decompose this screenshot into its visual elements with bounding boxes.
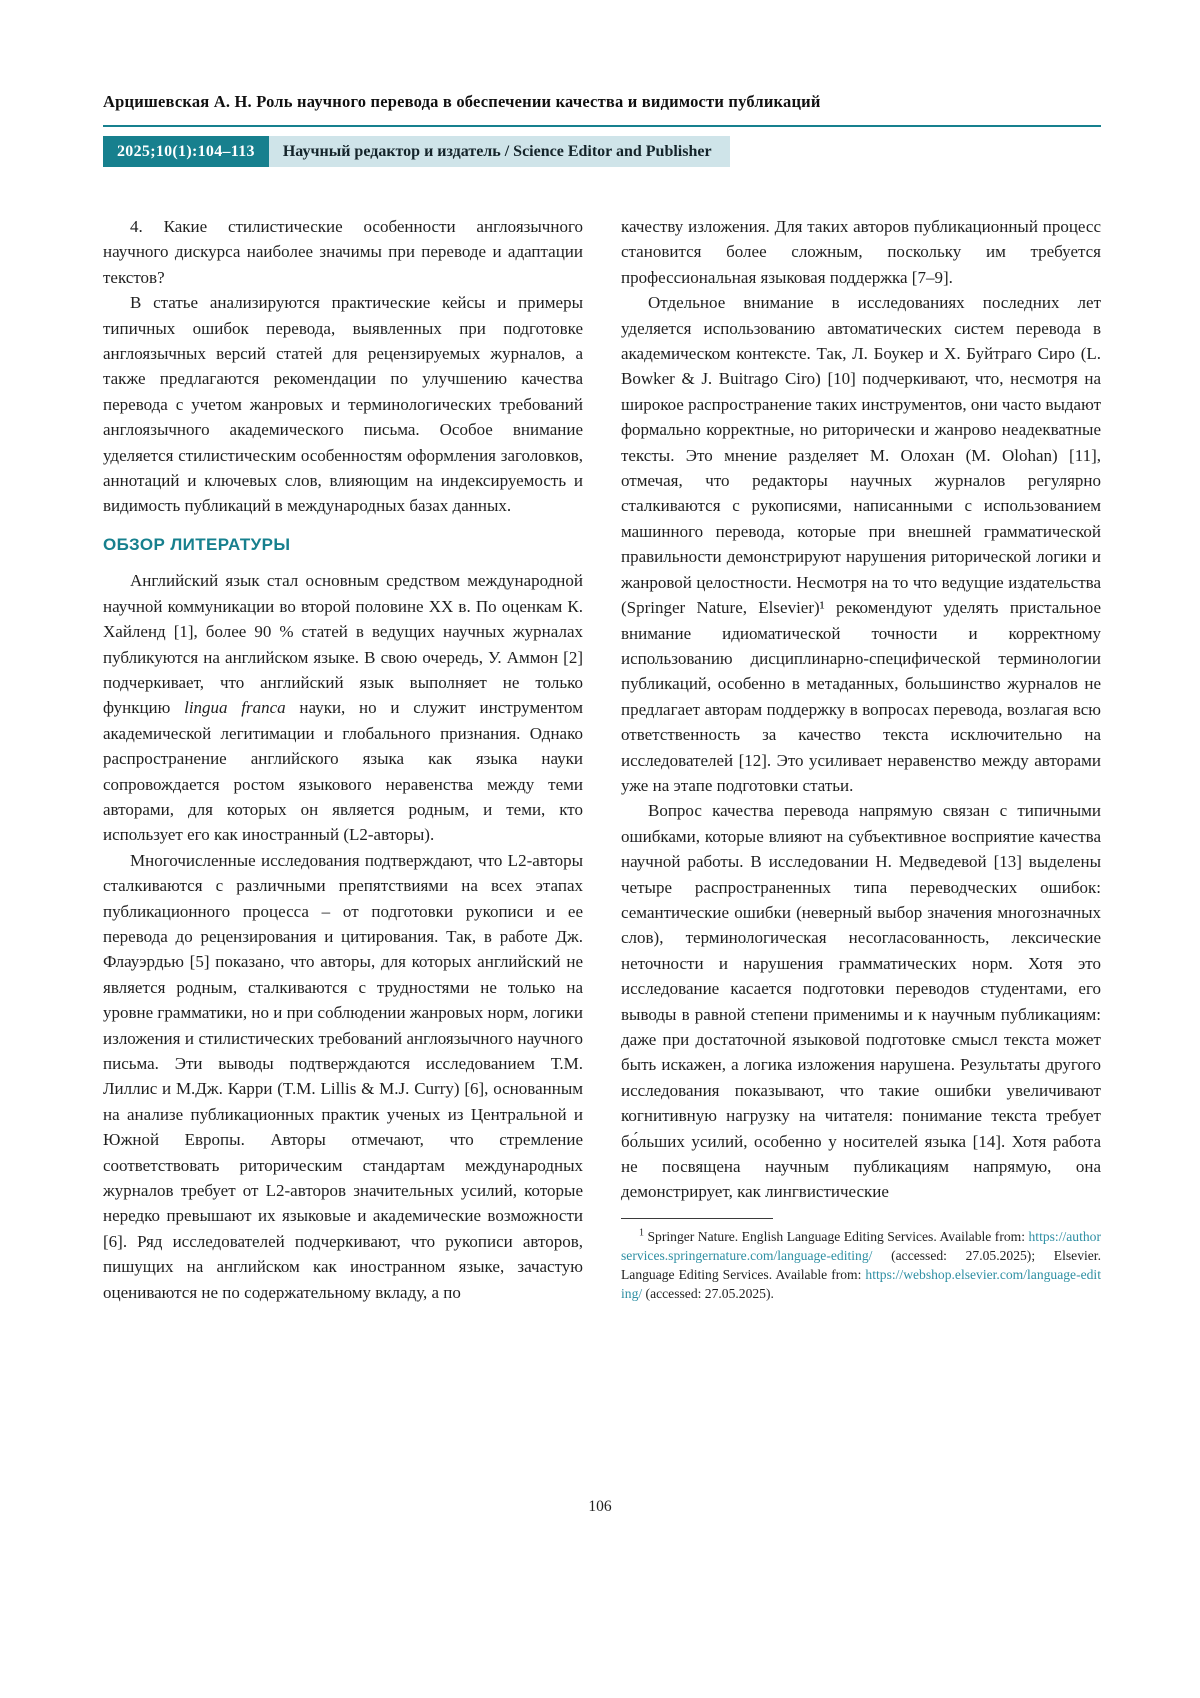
paragraph-machine-translation: Отдельное внимание в исследованиях последних лет уделяется использованию автоматических систем перевода в академическом контексте. Так, Л. Боукер и Х. Буйтраго Сиро (L. Bowker & J. Buitrago Ciro) [10] подчеркивают, что, несмотря на широкое распространение таких инструментов, они часто выдают формально корректные, но риторически и жанрово неадекватные тексты. Это мнение разделяет М. Олохан (M. Olohan) [11], отмечая, что редакторы научных журналов регулярно сталкиваются с рукописями, написанными с использованием машинного перевода, которые при внешней грамматической правильности демонстрируют нарушения риторической логики и жанровой целостности. Несмотря на то что ведущие издательства (Springer Nature, Elsevier)¹ рекомендуют уделять пристальное внимание идиоматической точности и корректному использованию дисциплинарно-специфической терминологии публикаций, особенно в метаданных, большинство журналов не предлагает авторам поддержку в вопросах перевода, возлагая всю ответственность за качество текста исключительно на исследователей [12]. Это усиливает неравенство между авторами уже на этапе подготовки статьи. <box>621 293 1102 795</box>
right-column <box>621 214 1101 1305</box>
footnote-link-elsevier[interactable]: https://webshop.elsevier.com/language-editing/ <box>621 1267 1101 1302</box>
article-body <box>103 214 1101 1305</box>
journal-title: Научный редактор и издатель / Science Editor and Publisher <box>269 136 730 167</box>
paragraph-question: 4. Какие стилистические особенности англоязычного научного дискурса наиболее значимы при переводе и адаптации текстов? <box>103 217 583 287</box>
footnote-rule <box>621 1218 773 1219</box>
journal-info-row <box>103 136 1101 167</box>
paragraph-l2-authors: Многочисленные исследования подтверждают, что L2-авторы сталкиваются с различными препятствиями на всех этапах публикационного процесса – от подготовки рукописи и ее перевода до рецензирования и цитирования. Так, в работе Дж. Флауэрдью [5] показано, что авторы, для которых английский не является родным, сталкиваются с трудностями не только на уровне грамматики, но и при соблюдении жанровых норм, логики изложения и стилистических требований англоязычного научного письма. Эти выводы подтверждаются исследованием Т.М. Лиллис и М.Дж. Карри (T.M. Lillis & M.J. Curry) [6], основанным на анализе публикационных практик ученых из Центральной и Южной Европы. Авторы отмечают, что стремление соответствовать риторическим стандартам международных журналов требует от L2-авторов значительных усилий, которые нередко превышают их языковые и академические возможности [6]. Ряд исследователей подчеркивают, что рукописи авторов, пишущих на английском как иностранном языке, зачастую оцениваются не по содержательному вкладу, а по <box>103 850 583 1302</box>
footnote-block <box>621 1218 1101 1304</box>
page-number: 106 <box>588 1498 612 1515</box>
paragraph-abstract: В статье анализируются практические кейсы и примеры типичных ошибок перевода, выявленных при подготовке англоязычных версий статей для рецензируемых журналов, а также предлагаются рекомендации по улучшению качества перевода с учетом жанровых и терминологических требований англоязычного академического письма. Особое внимание уделяется стилистическим особенностям оформления заголовков, аннотаций и ключевых слов, влияющим на индексируемость и видимость публикаций в международных базах данных. <box>103 293 583 516</box>
lingua-franca-italic: lingua franca <box>184 698 286 718</box>
footnote-segment: (accessed: 27.05.2025); Elsevier. Language Editing Services. Available from: <box>621 1248 1101 1283</box>
footnote-segment: (accessed: 27.05.2025). <box>642 1286 774 1302</box>
paragraph-text: науки, но и служит инструментом академической легитимации и глобального признания. Однако распространение английского языка как языка науки сопровождается ростом языкового неравенства между теми авторами, для которых он является родным, и теми, кто использует его как иностранный (L2-авторы). <box>103 698 583 845</box>
footnote-marker: 1 <box>639 1227 644 1239</box>
paragraph-text: Английский язык стал основным средством международной научной коммуникации во второй половине XX в. По оценкам К. Хайленд [1], более 90 % статей в ведущих научных журналах публикуются на английском языке. В свою очередь, У. Аммон [2] подчеркивает, что английский язык выполняет не только функцию <box>103 571 583 718</box>
page-header <box>103 92 1101 167</box>
issue-citation-badge: 2025;10(1):104–113 <box>103 136 269 167</box>
header-rule <box>103 125 1101 127</box>
section-heading-literature-review: ОБЗОР ЛИТЕРАТУРЫ <box>103 534 291 554</box>
paragraph-translation-errors: Вопрос качества перевода напрямую связан с типичными ошибками, которые влияют на субъективное восприятие качества научной работы. В исследовании Н. Медведевой [13] выделены четыре распространенных типа переводческих ошибок: семантические ошибки (неверный выбор значения многозначных слов), терминологическая несогласованность, лексические неточности и нарушения грамматических норм. Хотя это исследование касается подготовки переводов студентами, его выводы в равной степени применимы и к научным публикациям: даже при достаточной языковой подготовке смысл текста может быть искажен, а логика изложения нарушена. Результаты другого исследования показывают, что такие ошибки увеличивают когнитивную нагрузку на читателя: понимание текста требует бо́льших усилий, особенно у носителей языка [14]. Хотя работа не посвящена научным публикациям напрямую, она демонстрирует, как лингвистические <box>621 801 1101 1202</box>
left-column <box>103 214 583 1305</box>
running-head: Арцишевская А. Н. Роль научного перевода в обеспечении качества и видимости публикаций <box>103 92 821 111</box>
paragraph-english-lingua-franca <box>103 568 583 847</box>
paragraph-quality-continuation: качеству изложения. Для таких авторов публикационный процесс становится более сложным, поскольку им требуется профессиональная языковая поддержка [7–9]. <box>621 217 1101 287</box>
footnote-link-springer[interactable]: https://authorservices.springernature.com/language-editing/ <box>621 1228 1101 1264</box>
footnote-text <box>621 1227 1101 1304</box>
footnote-segment: Springer Nature. English Language Editing Services. Available from: <box>644 1228 1029 1244</box>
